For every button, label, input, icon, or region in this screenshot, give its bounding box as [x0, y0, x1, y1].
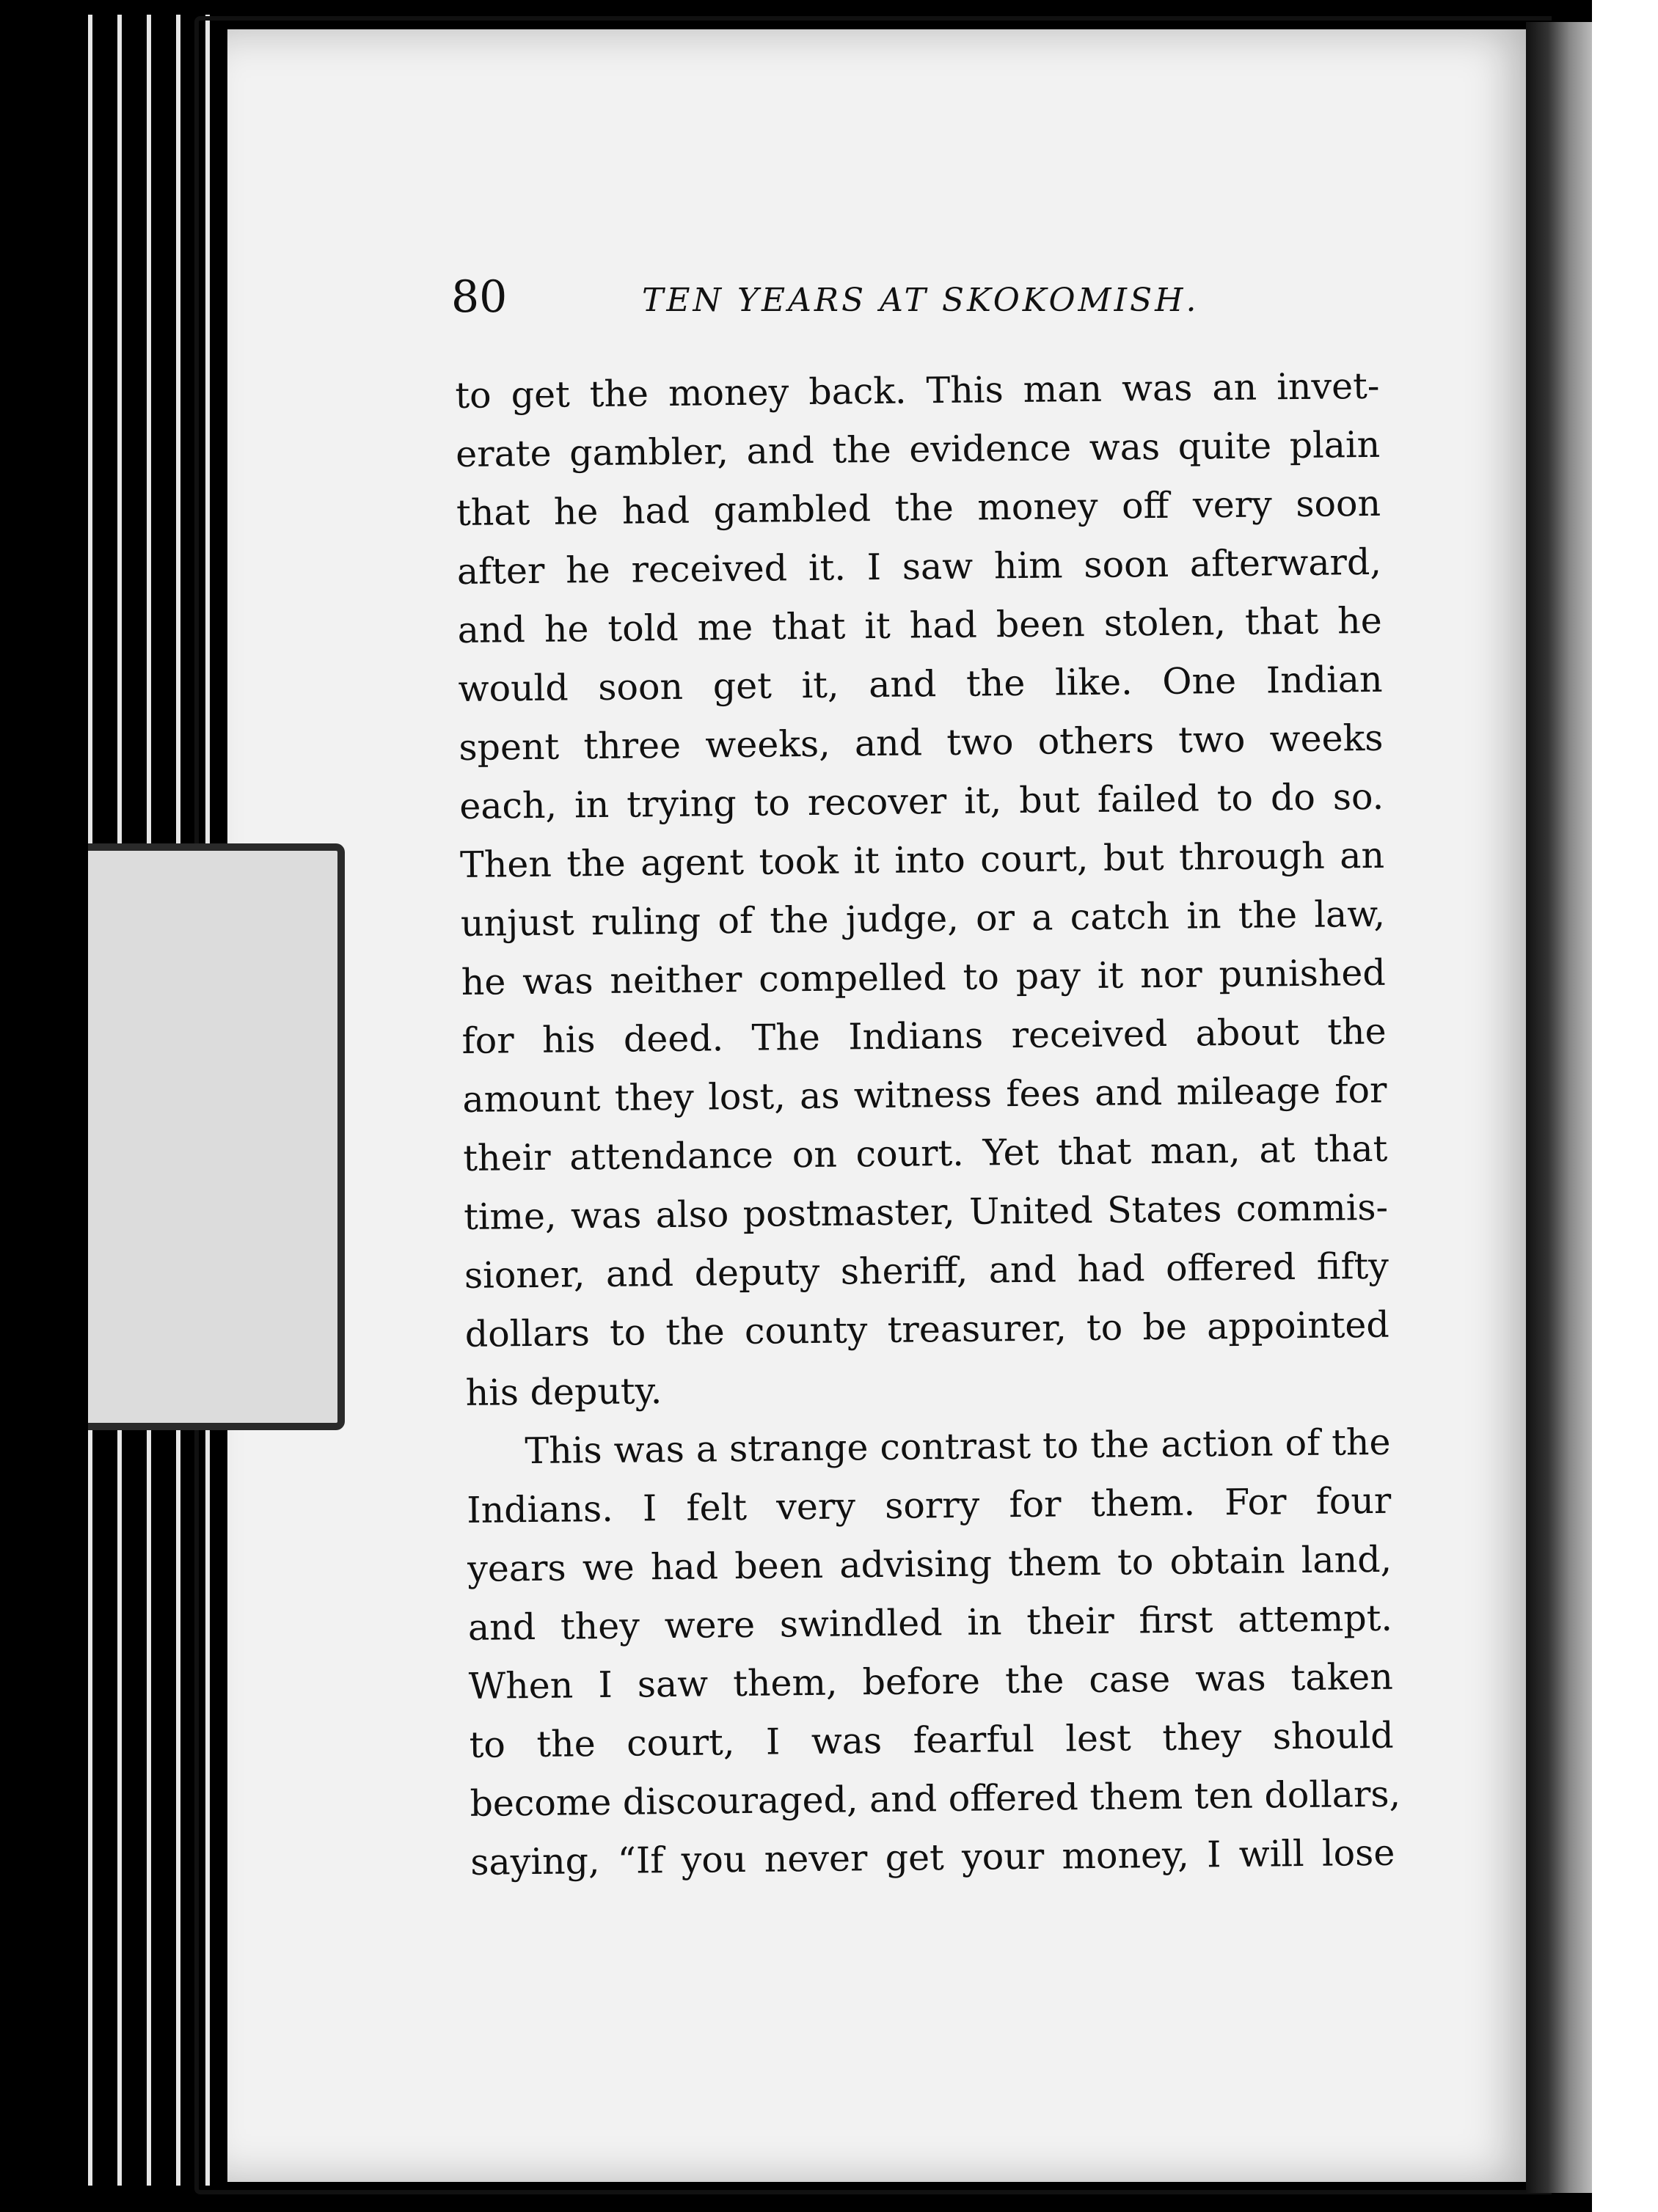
text-line: to get the money back. This man was an invet- [455, 365, 1380, 417]
text-line: for his deed. The Indians received about the [461, 1010, 1387, 1062]
text-line: erate gambler, and the evidence was quite plain [455, 423, 1381, 475]
text-line: unjust ruling of the judge, or a catch in the law, [460, 893, 1386, 945]
text-line: Indians. I felt very sorry for them. For four [467, 1479, 1392, 1531]
text-line: This was a strange contrast to the action of the [525, 1421, 1391, 1473]
paragraph-2 [466, 1413, 1401, 1892]
page-number: 80 [451, 271, 508, 323]
text-line: Then the agent took it into court, but through an [459, 834, 1385, 886]
text-line: and he told me that it had been stolen, that he [457, 599, 1382, 651]
text-line: years we had been advising them to obtain land, [467, 1538, 1392, 1590]
page-tab [88, 843, 345, 1430]
text-line: his deputy. [465, 1370, 662, 1414]
text-line: saying, “If you never get your money, I will lose [470, 1831, 1395, 1883]
text-line: spent three weeks, and two others two weeks [459, 717, 1384, 769]
text-line: after he received it. I saw him soon afterward, [456, 541, 1382, 593]
text-line: dollars to the county treasurer, to be appointed [464, 1303, 1390, 1355]
text-line: each, in trying to recover it, but failed to do so. [459, 775, 1384, 827]
text-line: would soon get it, and the like. One Indian [458, 658, 1383, 710]
text-line: and they were swindled in their first attempt. [467, 1597, 1393, 1649]
gutter-shadow [1526, 22, 1599, 2193]
text-line: sioner, and deputy sheriff, and had offered fifty [464, 1245, 1389, 1297]
text-line: When I saw them, before the case was taken [468, 1655, 1394, 1707]
text-line: to the court, I was fearful lest they should [469, 1714, 1394, 1766]
text-line: amount they lost, as witness fees and mileage for [462, 1069, 1387, 1121]
text-line: become discouraged, and offered them ten dollars, [470, 1773, 1401, 1825]
text-line: he was neither compelled to pay it nor punished [461, 951, 1387, 1003]
text-line: that he had gambled the money off very soon [456, 482, 1381, 534]
text-line: time, was also postmaster, United States commis- [463, 1186, 1389, 1238]
text-line: their attendance on court. Yet that man, at that [463, 1127, 1388, 1179]
body-text [455, 357, 1401, 1892]
opposite-page-edge [1592, 0, 1658, 2212]
running-head [451, 271, 1442, 337]
paragraph-1 [455, 357, 1390, 1423]
running-title: TEN YEARS AT SKOKOMISH. [642, 282, 1199, 319]
